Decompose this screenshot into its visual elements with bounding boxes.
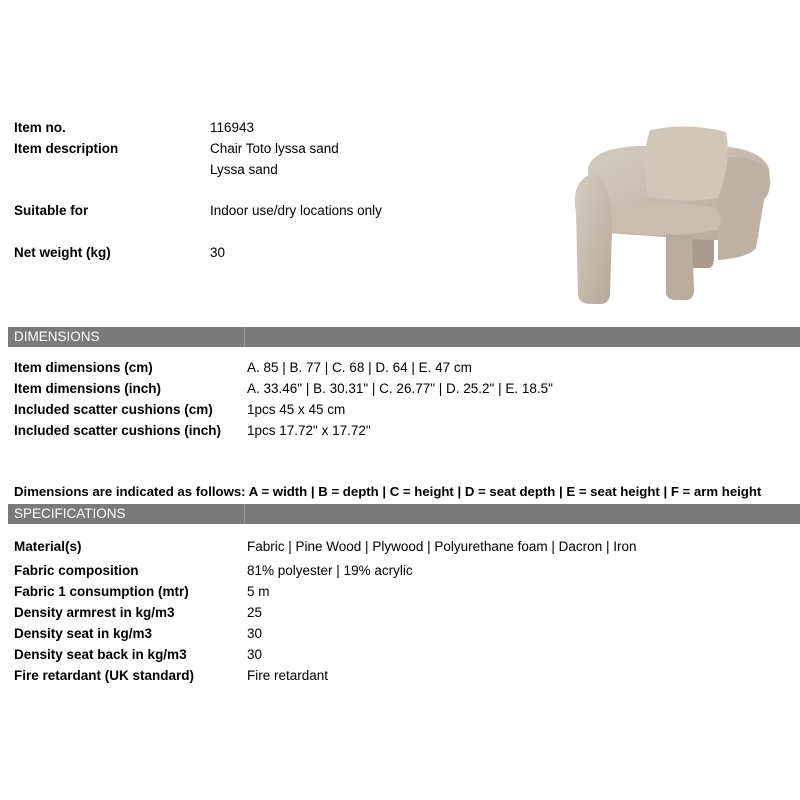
materials-value: Fabric | Pine Wood | Plywood | Polyurethane foam | Dacron | Iron (247, 539, 637, 554)
specifications-section-header (8, 504, 800, 524)
item-description-line2: Lyssa sand (210, 162, 278, 177)
cushions-cm-label: Included scatter cushions (cm) (14, 402, 213, 417)
density-armrest-value: 25 (247, 605, 263, 620)
fabric-consumption-value: 5 m (247, 584, 270, 599)
item-description-label: Item description (14, 141, 119, 156)
specifications-header-text: SPECIFICATIONS (14, 506, 126, 521)
dimensions-cm-value: A. 85 | B. 77 | C. 68 | D. 64 | E. 47 cm (247, 360, 472, 375)
fabric-consumption-label: Fabric 1 consumption (mtr) (14, 584, 189, 599)
suitable-for-label: Suitable for (14, 203, 89, 218)
dimensions-inch-value: A. 33.46" | B. 30.31" | C. 26.77" | D. 25.2" | E. 18.5" (247, 381, 553, 396)
fabric-composition-label: Fabric composition (14, 563, 139, 578)
suitable-for-value: Indoor use/dry locations only (210, 203, 382, 218)
item-description-line1: Chair Toto lyssa sand (210, 141, 339, 156)
density-seat-value: 30 (247, 626, 263, 641)
chair-product-image (568, 118, 798, 318)
density-seat-label: Density seat in kg/m3 (14, 626, 153, 641)
fabric-composition-value: 81% polyester | 19% acrylic (247, 563, 413, 578)
dimensions-cm-label: Item dimensions (cm) (14, 360, 153, 375)
fire-retardant-value: Fire retardant (247, 668, 329, 683)
cushions-cm-value: 1pcs 45 x 45 cm (247, 402, 346, 417)
density-seat-back-label: Density seat back in kg/m3 (14, 647, 187, 662)
net-weight-value: 30 (210, 245, 226, 260)
dimensions-inch-label: Item dimensions (inch) (14, 381, 162, 396)
cushions-inch-label: Included scatter cushions (inch) (14, 423, 222, 438)
dimensions-section-header (8, 327, 800, 347)
density-seat-back-value: 30 (247, 647, 263, 662)
item-number-label: Item no. (14, 120, 66, 135)
net-weight-label: Net weight (kg) (14, 245, 111, 260)
materials-label: Material(s) (14, 539, 82, 554)
item-number-value: 116943 (210, 120, 255, 135)
dimensions-legend: Dimensions are indicated as follows: A = width | B = depth | C = height | D = seat depth | E = seat height | F = arm height (14, 484, 762, 499)
density-armrest-label: Density armrest in kg/m3 (14, 605, 175, 620)
cushions-inch-value: 1pcs 17.72" x 17.72" (247, 423, 371, 438)
dimensions-header-text: DIMENSIONS (14, 329, 100, 344)
fire-retardant-label: Fire retardant (UK standard) (14, 668, 195, 683)
